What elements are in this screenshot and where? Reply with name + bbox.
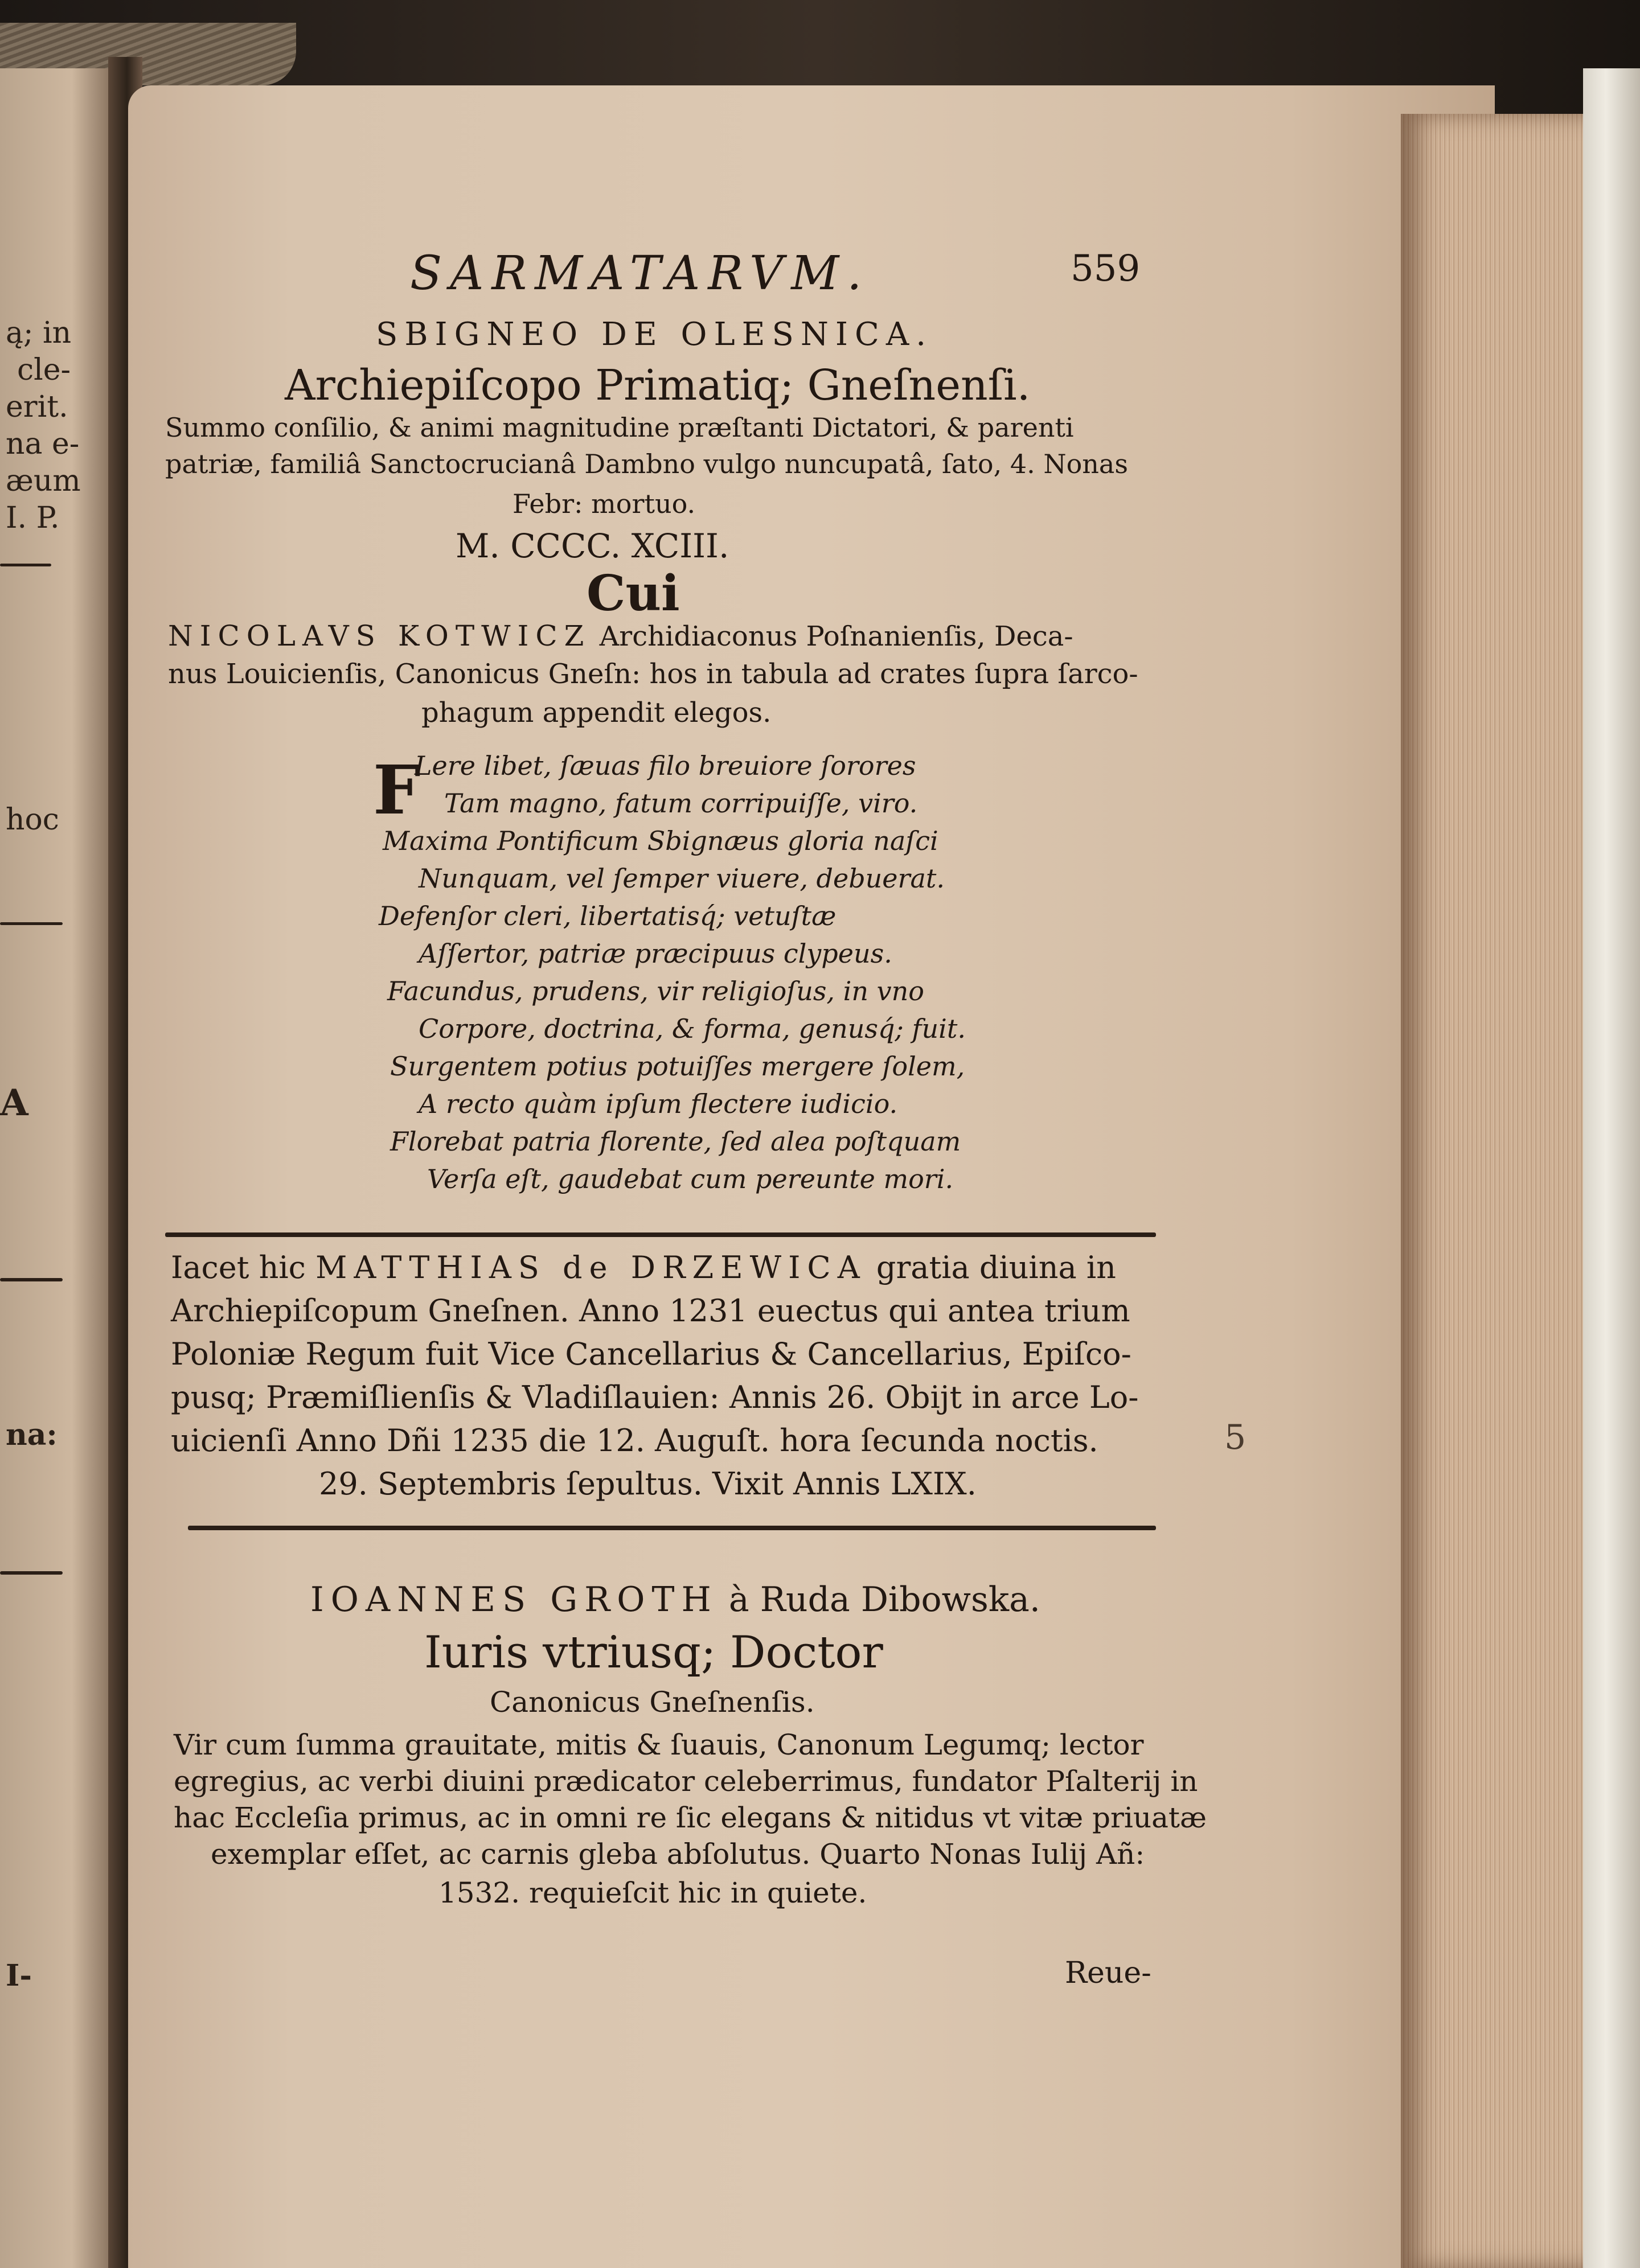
epitaph2-line: 29. Septembris ſepultus. Vixit Annis LXIX. — [319, 1466, 977, 1502]
catchword: Reue- — [1065, 1956, 1151, 1990]
epitaph3-line: 1532. requieſcit hic in quiete. — [438, 1876, 867, 1909]
epitaph1-line: Febr: mortuo. — [512, 488, 696, 519]
epitaph3-title: Iuris vtriusq; Doctor — [424, 1627, 883, 1678]
epitaph1-dedication-line: nus Louicienſis, Canonicus Gneſn: hos in tabula ad crates ſupra ſarco- — [168, 658, 1138, 690]
left-fragment: I. P. — [6, 501, 60, 535]
epitaph2-name: MATTHIAS de DRZEWICA — [315, 1250, 867, 1285]
poem-drop-cap: F — [373, 750, 421, 829]
margin-mark: 5 — [1224, 1418, 1247, 1457]
poem-line: A recto quàm ipſum flectere iudicio. — [419, 1088, 898, 1119]
poem-line: Surgentem potius potuiſſes mergere ſolem, — [390, 1051, 965, 1082]
epitaph1-line: patriæ, familiâ Sanctocrucianâ Dambno vulgo nuncupatâ, ſato, 4. Nonas — [165, 449, 1128, 479]
left-fragment: I- — [6, 1958, 32, 1993]
epitaph2-line: uicienſi Anno Dñi 1235 die 12. Auguſt. hora ſecunda noctis. — [171, 1423, 1098, 1458]
epitaph1-cui: Cui — [587, 565, 680, 622]
poem-line: Maxima Pontificum Sbignæus gloria naſci — [383, 825, 938, 856]
page-number: 559 — [1071, 248, 1141, 290]
left-fragment: ą; in — [6, 316, 72, 350]
poem-line: Lere libet, ſæuas filo breuiore ſorores — [415, 750, 916, 781]
left-fragment: cle- — [17, 353, 71, 387]
epitaph1-dedication-line — [168, 619, 1073, 652]
left-fragment: A — [0, 1082, 28, 1124]
epitaph2-line: Archiepiſcopum Gneſnen. Anno 1231 euectus qui antea trium — [171, 1293, 1130, 1329]
left-fragment: æum — [6, 464, 81, 498]
poem-line: Corpore, doctrina, & forma, genusq́; fuit. — [419, 1013, 966, 1044]
poem-line: Tam magno, fatum corripuiſſe, viro. — [444, 788, 918, 819]
section-divider — [165, 1232, 1156, 1237]
epitaph3-name-suffix: à Ruda Dibowska. — [718, 1580, 1041, 1620]
poem-line: Facundus, prudens, vir religioſus, in vno — [387, 976, 924, 1006]
epitaph3-subtitle: Canonicus Gneſnenſis. — [490, 1686, 815, 1719]
epitaph1-dedication-line: phagum appendit elegos. — [421, 697, 772, 729]
poem-line: Nunquam, vel ſemper viuere, debuerat. — [419, 863, 945, 894]
epitaph3-line: Vir cum ſumma grauitate, mitis & ſuauis, Canonum Legumq; lector — [174, 1728, 1144, 1761]
poem-line: Aſſertor, patriæ præcipuus clypeus. — [419, 938, 892, 969]
epitaph3-heading — [310, 1580, 1041, 1620]
left-fragment: na e- — [6, 427, 80, 461]
section-divider — [188, 1526, 1156, 1530]
dedicator-name: NICOLAVS KOTWICZ — [168, 619, 591, 652]
epitaph2-line: Poloniæ Regum fuit Vice Cancellarius & Cancellarius, Epiſco- — [171, 1336, 1131, 1372]
left-rule — [0, 1571, 63, 1575]
left-rule — [0, 922, 63, 925]
running-title: SARMATARVM. — [410, 246, 870, 301]
left-rule — [0, 564, 51, 566]
dedication-text: Archidiaconus Poſnanienſis, Deca- — [591, 621, 1073, 652]
page-edges — [1401, 114, 1600, 2268]
left-fragment: na: — [6, 1418, 58, 1452]
epitaph3-name: IOANNES GROTH — [310, 1580, 718, 1620]
book-cover-edge — [1583, 68, 1640, 2268]
epitaph2-text: gratia diuina in — [866, 1250, 1116, 1285]
epitaph3-line: exemplar eſſet, ac carnis gleba abſolutus. Quarto Nonas Iulij Añ: — [211, 1838, 1145, 1871]
poem-line: Verſa eſt, gaudebat cum pereunte mori. — [427, 1164, 954, 1194]
epitaph1-title: Archiepiſcopo Primatiq; Gneſnenſi. — [285, 361, 1031, 410]
epitaph1-year: M. CCCC. XCIII. — [456, 527, 729, 565]
left-rule — [0, 1278, 63, 1281]
poem-line: Defenſor cleri, libertatisq́; vetuſtæ — [379, 901, 837, 931]
epitaph3-line: hac Eccleſia primus, ac in omni re ſic elegans & nitidus vt vitæ priuatæ — [174, 1801, 1207, 1834]
epitaph2-intro: Iacet hic — [171, 1250, 306, 1285]
epitaph1-line: Summo conſilio, & animi magnitudine præſtanti Dictatori, & parenti — [165, 412, 1074, 443]
epitaph1-name: SBIGNEO DE OLESNICA. — [376, 316, 933, 353]
epitaph3-line: egregius, ac verbi diuini prædicator celeberrimus, fundator Pſalterij in — [174, 1765, 1198, 1798]
left-fragment: erit. — [6, 390, 68, 424]
poem-line: Florebat patria florente, ſed alea poſtquam — [390, 1126, 961, 1157]
left-fragment: hoc — [6, 803, 59, 837]
epitaph2-line — [171, 1252, 1116, 1283]
epitaph2-line: pusq; Præmiſlienſis & Vladiſlauien: Annis 26. Obijt in arce Lo- — [171, 1379, 1139, 1415]
